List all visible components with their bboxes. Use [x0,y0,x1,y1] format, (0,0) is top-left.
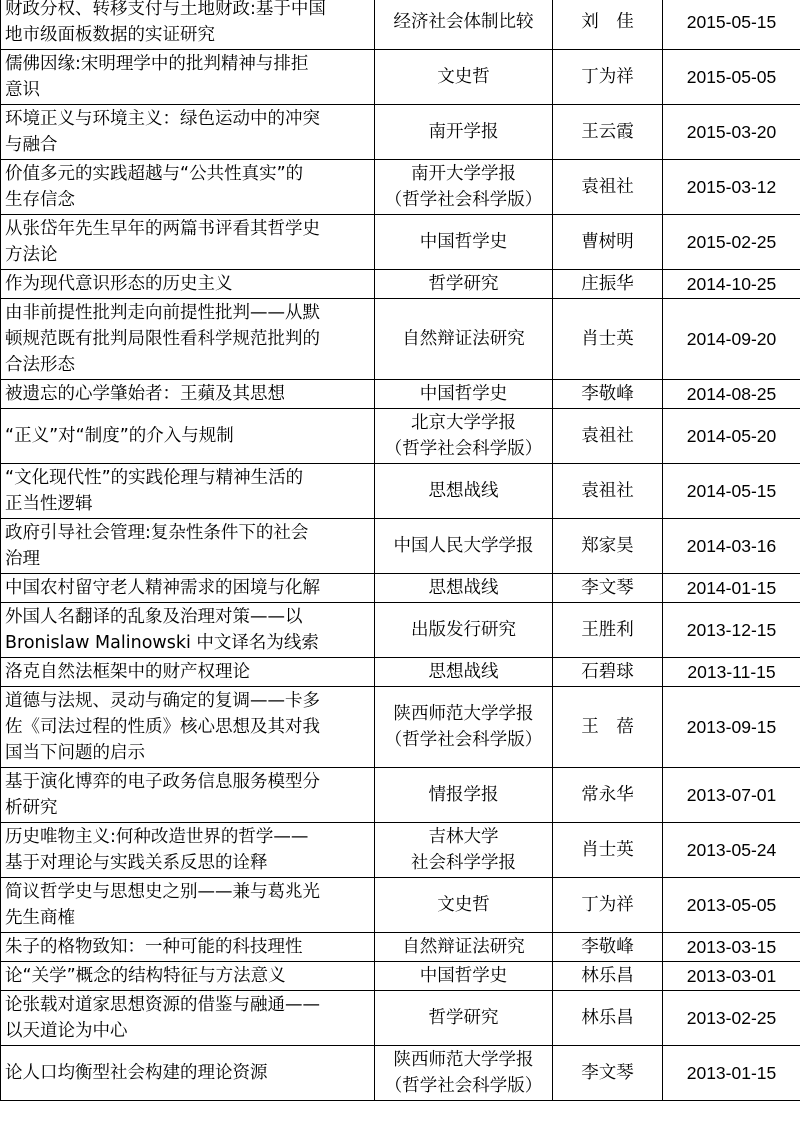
journal-line: 出版发行研究 [411,620,516,640]
journal-line: 北京大学学报 [411,413,516,433]
author-cell: 刘 佳 [553,0,663,50]
journal-line: 南开大学学报 [411,164,516,184]
paper-title-line: 道德与法规、灵动与确定的复调——卡多 [5,691,320,711]
paper-title-line: “文化现代性”的实践伦理与精神生活的 [5,468,304,488]
date-cell: 2015-03-20 [663,105,800,160]
journal-cell [375,464,553,519]
paper-title-cell [1,768,375,823]
paper-title-line: 简议哲学史与思想史之别——兼与葛兆光 [5,882,320,902]
journal-cell [375,519,553,574]
paper-title-line: 历史唯物主义:何种改造世界的哲学—— [5,827,309,847]
journal-line: 哲学研究 [428,1008,499,1028]
table-row [1,933,800,962]
author-cell: 常永华 [553,768,663,823]
paper-title-cell [1,299,375,380]
paper-title-line: “正义”对“制度”的介入与规制 [5,426,234,446]
paper-title-line: 环境正义与环境主义：绿色运动中的冲突 [5,109,320,129]
journal-line: 文史哲 [437,67,490,87]
table-row [1,519,800,574]
journal-cell [375,658,553,687]
paper-title-cell [1,1046,375,1101]
paper-title-line: 方法论 [5,245,58,265]
journal-cell [375,823,553,878]
journal-line: 中国哲学史 [419,232,508,252]
author-cell: 王 蓓 [553,687,663,768]
date-cell: 2013-11-15 [663,658,800,687]
author-cell: 袁祖社 [553,160,663,215]
paper-title-line: 先生商榷 [5,908,75,928]
date-cell: 2014-10-25 [663,270,800,299]
date-cell: 2013-05-05 [663,878,800,933]
journal-cell [375,380,553,409]
paper-title-line: 析研究 [5,798,58,818]
paper-title-line: 合法形态 [5,355,75,375]
date-cell: 2013-09-15 [663,687,800,768]
journal-line: 思想战线 [428,662,499,682]
journal-cell [375,687,553,768]
paper-title-cell [1,823,375,878]
author-cell: 林乐昌 [553,962,663,991]
date-cell: 2014-08-25 [663,380,800,409]
journal-cell [375,1046,553,1101]
date-cell: 2013-01-15 [663,1046,800,1101]
table-row [1,380,800,409]
paper-title-line: 论张载对道家思想资源的借鉴与融通—— [5,995,320,1015]
journal-cell [375,0,553,50]
table-row [1,409,800,464]
paper-title-line: 生存信念 [5,190,75,210]
author-cell: 李文琴 [553,1046,663,1101]
paper-title-line: 洛克自然法框架中的财产权理论 [5,662,250,682]
table-row [1,1046,800,1101]
author-cell: 曹树明 [553,215,663,270]
paper-title-line: 儒佛因缘:宋明理学中的批判精神与排拒 [5,54,309,74]
journal-cell [375,105,553,160]
author-cell: 肖士英 [553,299,663,380]
journal-cell [375,768,553,823]
paper-title-line: 被遗忘的心学肇始者：王蘋及其思想 [5,384,285,404]
date-cell: 2013-02-25 [663,991,800,1046]
journal-line: （哲学社会科学版） [384,1076,543,1096]
journal-line: 思想战线 [428,578,499,598]
journal-line: 中国人民大学学报 [393,536,534,556]
paper-title-cell [1,574,375,603]
journal-cell [375,991,553,1046]
journal-line: （哲学社会科学版） [384,190,543,210]
paper-title-line: 从张岱年先生早年的两篇书评看其哲学史 [5,219,320,239]
paper-title-line: 论“关学”概念的结构特征与方法意义 [5,966,286,986]
journal-line: 陕西师范大学学报 [393,704,534,724]
table-row [1,878,800,933]
date-cell: 2014-05-15 [663,464,800,519]
journal-line: 思想战线 [428,481,499,501]
journal-line: 哲学研究 [428,274,499,294]
author-cell: 王胜利 [553,603,663,658]
journal-line: （哲学社会科学版） [384,730,543,750]
paper-title-line: 朱子的格物致知：一种可能的科技理性 [5,937,303,957]
table-row [1,50,800,105]
journal-cell [375,50,553,105]
journal-line: 自然辩证法研究 [402,329,525,349]
paper-title-cell [1,105,375,160]
journal-line: 中国哲学史 [419,966,508,986]
paper-title-line: 地市级面板数据的实证研究 [5,25,215,45]
paper-title-line: 论人口均衡型社会构建的理论资源 [5,1063,268,1083]
paper-title-line: 由非前提性批判走向前提性批判——从默 [5,303,320,323]
paper-title-line: 以天道论为中心 [5,1021,128,1041]
paper-title-cell [1,409,375,464]
paper-title-line: 与融合 [5,135,58,155]
author-cell: 李敬峰 [553,380,663,409]
author-cell: 石碧球 [553,658,663,687]
paper-title-line: 作为现代意识形态的历史主义 [5,274,233,294]
date-cell: 2015-03-12 [663,160,800,215]
table-row [1,270,800,299]
paper-title-line: 顿规范既有批判局限性看科学规范批判的 [5,329,320,349]
journal-cell [375,409,553,464]
paper-title-line: 财政分权、转移支付与土地财政:基于中国 [5,0,326,19]
author-cell: 袁祖社 [553,409,663,464]
table-row [1,962,800,991]
journal-cell [375,603,553,658]
paper-title-line: 国当下问题的启示 [5,743,145,763]
journal-line: 自然辩证法研究 [402,937,525,957]
paper-title-line: 基于对理论与实践关系反思的诠释 [5,853,268,873]
paper-title-cell [1,687,375,768]
journal-line: 吉林大学 [428,827,499,847]
paper-title-line: 价值多元的实践超越与“公共性真实”的 [5,164,304,184]
journal-line: 社会科学学报 [411,853,516,873]
paper-title-cell [1,519,375,574]
paper-title-cell [1,270,375,299]
publications-table-body [1,0,800,1101]
paper-title-line: 政府引导社会管理:复杂性条件下的社会 [5,523,309,543]
table-row [1,603,800,658]
journal-cell [375,574,553,603]
table-row [1,464,800,519]
paper-title-cell [1,603,375,658]
date-cell: 2014-01-15 [663,574,800,603]
date-cell: 2015-02-25 [663,215,800,270]
journal-line: 经济社会体制比较 [393,12,534,32]
date-cell: 2014-09-20 [663,299,800,380]
paper-title-cell [1,215,375,270]
date-cell: 2013-12-15 [663,603,800,658]
paper-title-line: 意识 [5,80,40,100]
author-cell: 庄振华 [553,270,663,299]
author-cell: 肖士英 [553,823,663,878]
author-cell: 林乐昌 [553,991,663,1046]
date-cell: 2013-07-01 [663,768,800,823]
table-row [1,299,800,380]
table-row [1,574,800,603]
table-row [1,823,800,878]
author-cell: 李敬峰 [553,933,663,962]
journal-cell [375,933,553,962]
paper-title-line: 治理 [5,549,40,569]
paper-title-cell [1,464,375,519]
journal-line: 陕西师范大学学报 [393,1050,534,1070]
paper-title-cell [1,962,375,991]
date-cell: 2015-05-15 [663,0,800,50]
journal-line: （哲学社会科学版） [384,439,543,459]
table-row [1,991,800,1046]
paper-title-line: 基于演化博弈的电子政务信息服务模型分 [5,772,320,792]
paper-title-line: 中国农村留守老人精神需求的困境与化解 [5,578,320,598]
paper-title-cell [1,933,375,962]
paper-title-line: 外国人名翻译的乱象及治理对策——以 [5,607,303,627]
author-cell: 郑家昊 [553,519,663,574]
author-cell: 王云霞 [553,105,663,160]
journal-line: 文史哲 [437,895,490,915]
paper-title-cell [1,160,375,215]
paper-title-cell [1,991,375,1046]
table-row [1,215,800,270]
journal-line: 情报学报 [428,785,499,805]
author-cell: 丁为祥 [553,50,663,105]
paper-title-cell [1,878,375,933]
journal-cell [375,299,553,380]
paper-title-cell [1,658,375,687]
date-cell: 2014-05-20 [663,409,800,464]
author-cell: 丁为祥 [553,878,663,933]
journal-cell [375,270,553,299]
table-row [1,0,800,50]
date-cell: 2013-05-24 [663,823,800,878]
author-cell: 袁祖社 [553,464,663,519]
paper-title-cell [1,380,375,409]
table-row [1,687,800,768]
date-cell: 2013-03-01 [663,962,800,991]
table-row [1,160,800,215]
date-cell: 2013-03-15 [663,933,800,962]
journal-line: 南开学报 [428,122,499,142]
paper-title-cell [1,50,375,105]
table-row [1,658,800,687]
journal-cell [375,962,553,991]
date-cell: 2014-03-16 [663,519,800,574]
table-row [1,105,800,160]
author-cell: 李文琴 [553,574,663,603]
paper-title-cell [1,0,375,50]
journal-line: 中国哲学史 [419,384,508,404]
date-cell: 2015-05-05 [663,50,800,105]
table-row [1,768,800,823]
paper-title-line: 佐《司法过程的性质》核心思想及其对我 [5,717,320,737]
paper-title-line: 正当性逻辑 [5,494,93,514]
journal-cell [375,215,553,270]
journal-cell [375,878,553,933]
journal-cell [375,160,553,215]
paper-title-line: Bronislaw Malinowski 中文译名为线索 [5,633,319,653]
